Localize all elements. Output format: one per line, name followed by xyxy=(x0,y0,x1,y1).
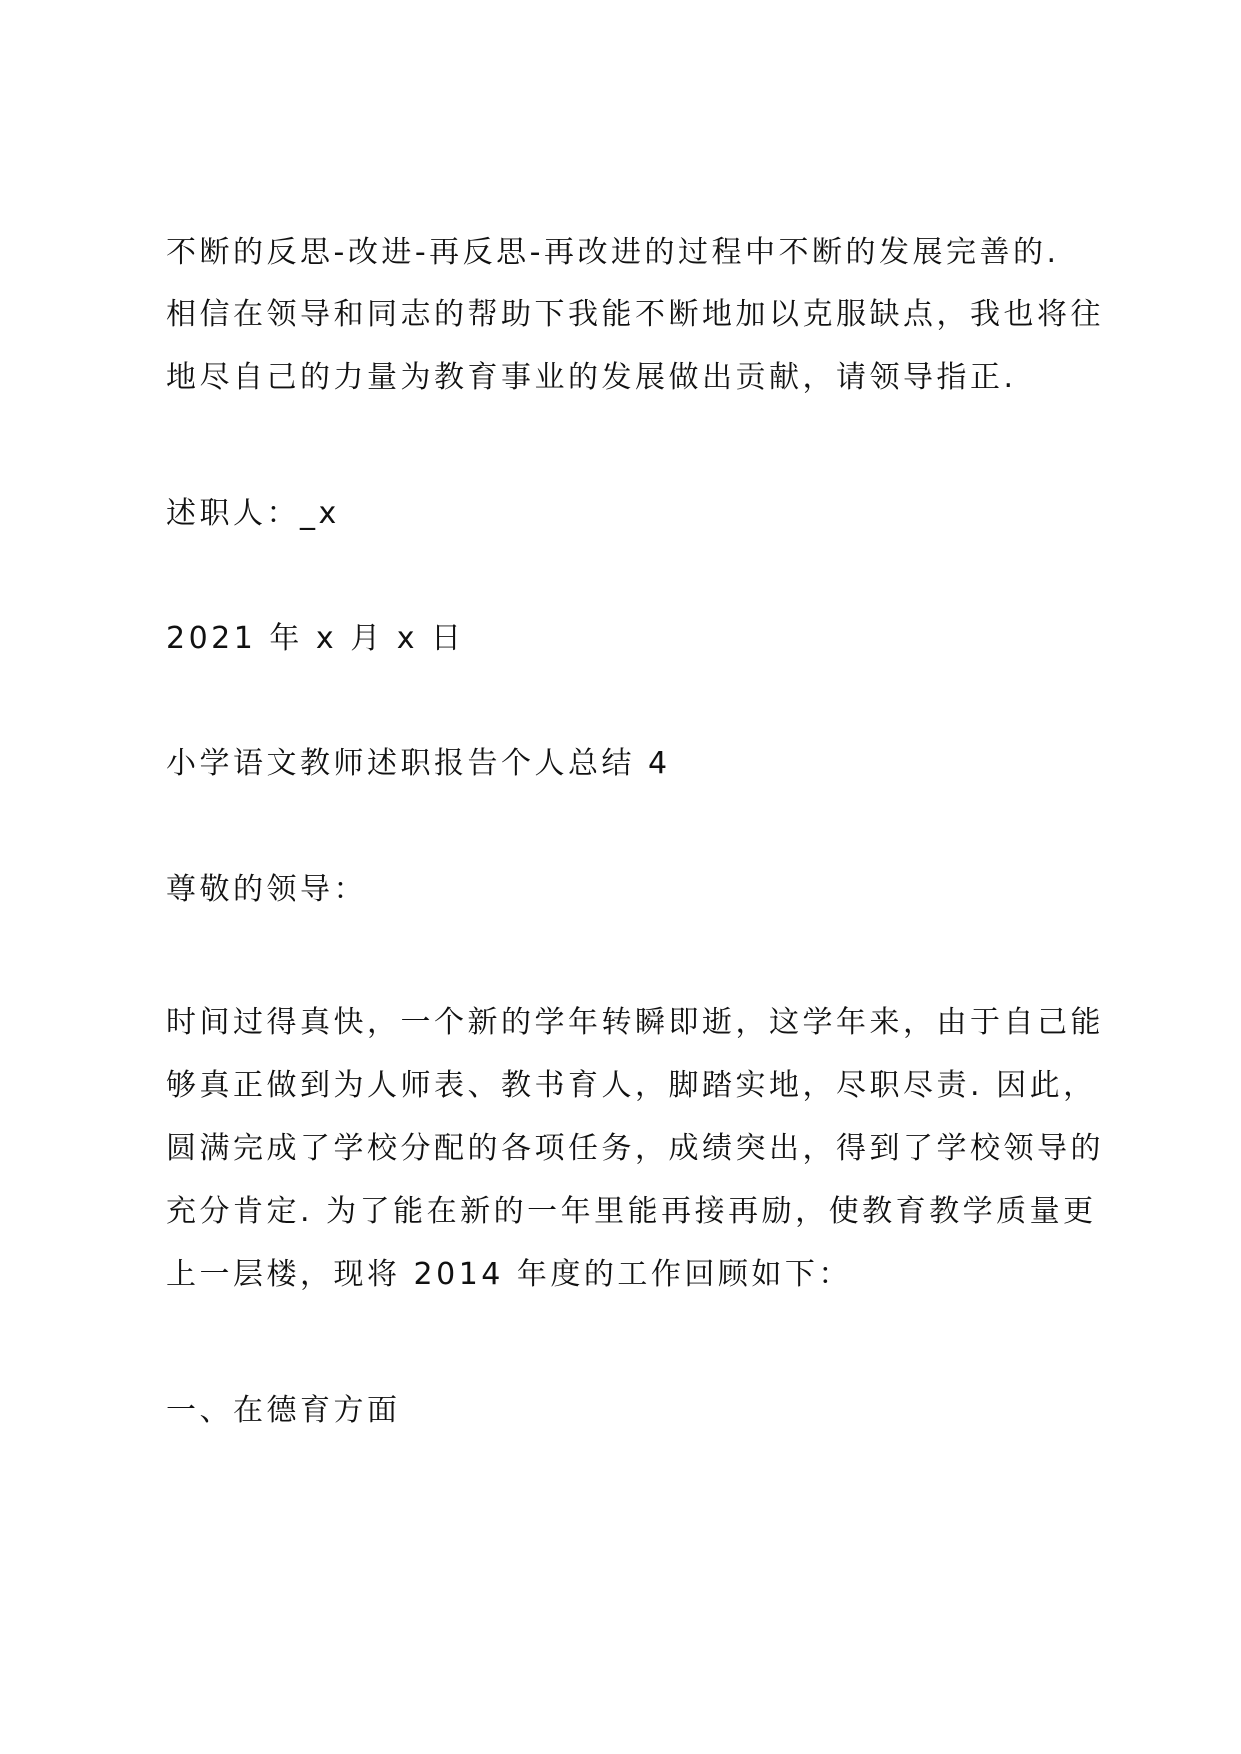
body-line-2: 够真正做到为人师表、教书育人，脚踏实地，尽职尽责. 因此， xyxy=(166,1068,1097,1103)
date-line: 2021 年 x 月 x 日 xyxy=(166,621,465,656)
signature-line: 述职人：_x xyxy=(166,496,340,531)
intro-line-2: 相信在领导和同志的帮助下我能不断地加以克服缺点，我也将往 xyxy=(166,297,1104,332)
intro-line-3: 地尽自己的力量为教育事业的发展做出贡献，请领导指正. xyxy=(166,360,1017,395)
section-heading: 一、在德育方面 xyxy=(166,1393,401,1428)
body-line-5: 上一层楼，现将 2014 年度的工作回顾如下： xyxy=(166,1257,852,1292)
body-line-3: 圆满完成了学校分配的各项任务，成绩突出，得到了学校领导的 xyxy=(166,1131,1104,1166)
intro-line-1: 不断的反思-改进-再反思-再改进的过程中不断的发展完善的. xyxy=(166,235,1060,270)
body-line-1: 时间过得真快，一个新的学年转瞬即逝，这学年来，由于自己能 xyxy=(166,1005,1104,1040)
body-line-4: 充分肯定. 为了能在新的一年里能再接再励，使教育教学质量更 xyxy=(166,1194,1097,1229)
report-title: 小学语文教师述职报告个人总结 4 xyxy=(166,746,671,781)
salutation: 尊敬的领导： xyxy=(166,872,367,907)
